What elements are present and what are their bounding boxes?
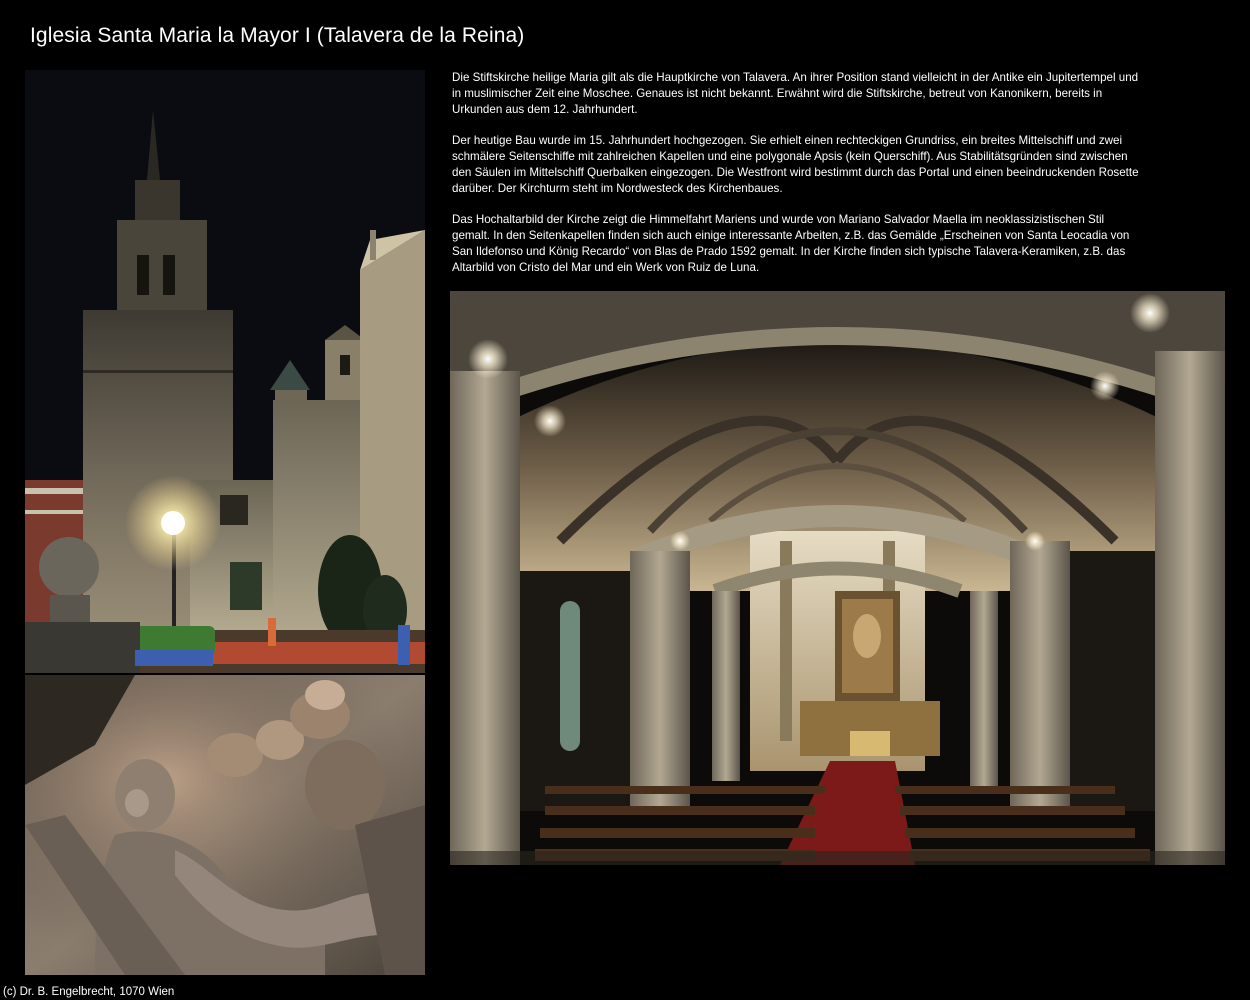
footer-copyright: (c) Dr. B. Engelbrecht, 1070 Wien bbox=[3, 986, 175, 998]
description-paragraph-1: Die Stiftskirche heilige Maria gilt als die Hauptkirche von Talavera. An ihrer Position stand vielleicht in der Antike ein Jupitertempel und in muslimischer Zeit eine Moschee. Genaues ist nicht bekannt. Erwähnt wird die Stiftskirche, betreut von Kanonikern, bereits in Urkunden aus dem 12. Jahrhundert. bbox=[452, 71, 1139, 116]
photo-stone-sculpture-detail[interactable] bbox=[25, 675, 425, 975]
photo-church-exterior-night[interactable] bbox=[25, 70, 425, 673]
photo-church-interior-nave[interactable] bbox=[450, 291, 1225, 865]
description-text bbox=[452, 70, 1142, 291]
page-title: Iglesia Santa Maria la Mayor I (Talavera de la Reina) bbox=[30, 24, 525, 47]
description-paragraph-2: Der heutige Bau wurde im 15. Jahrhundert hochgezogen. Sie erhielt einen rechteckigen Grundriss, ein breites Mittelschiff und zwei schmälere Seitenschiffe mit zahlreichen Kapellen und eine polygonale Apsis (kein Querschiff). Aus Stabilitätsgründen sind zwischen den Säulen im Mittelschiff Querbalken eingezogen. Die Westfront wird bestimmt durch das Portal und einen beeindruckenden Rosette darüber. Der Kirchturm steht im Nordwesteck des Kirchenbaues. bbox=[452, 134, 1139, 195]
description-paragraph-3: Das Hochaltarbild der Kirche zeigt die Himmelfahrt Mariens und wurde von Mariano Salvador Maella im neoklassizistischen Stil gemalt. In den Seitenkapellen finden sich auch einige interessante Arbeiten, z.B. das Gemälde „Erscheinen von Santa Leocadia von San Ildefonso und König Recardo“ von Blas de Prado 1592 gemalt. In der Kirche finden sich typische Talavera-Keramiken, z.B. das Altarbild von Cristo del Mar und ein Werk von Ruiz de Luna. bbox=[452, 213, 1130, 274]
